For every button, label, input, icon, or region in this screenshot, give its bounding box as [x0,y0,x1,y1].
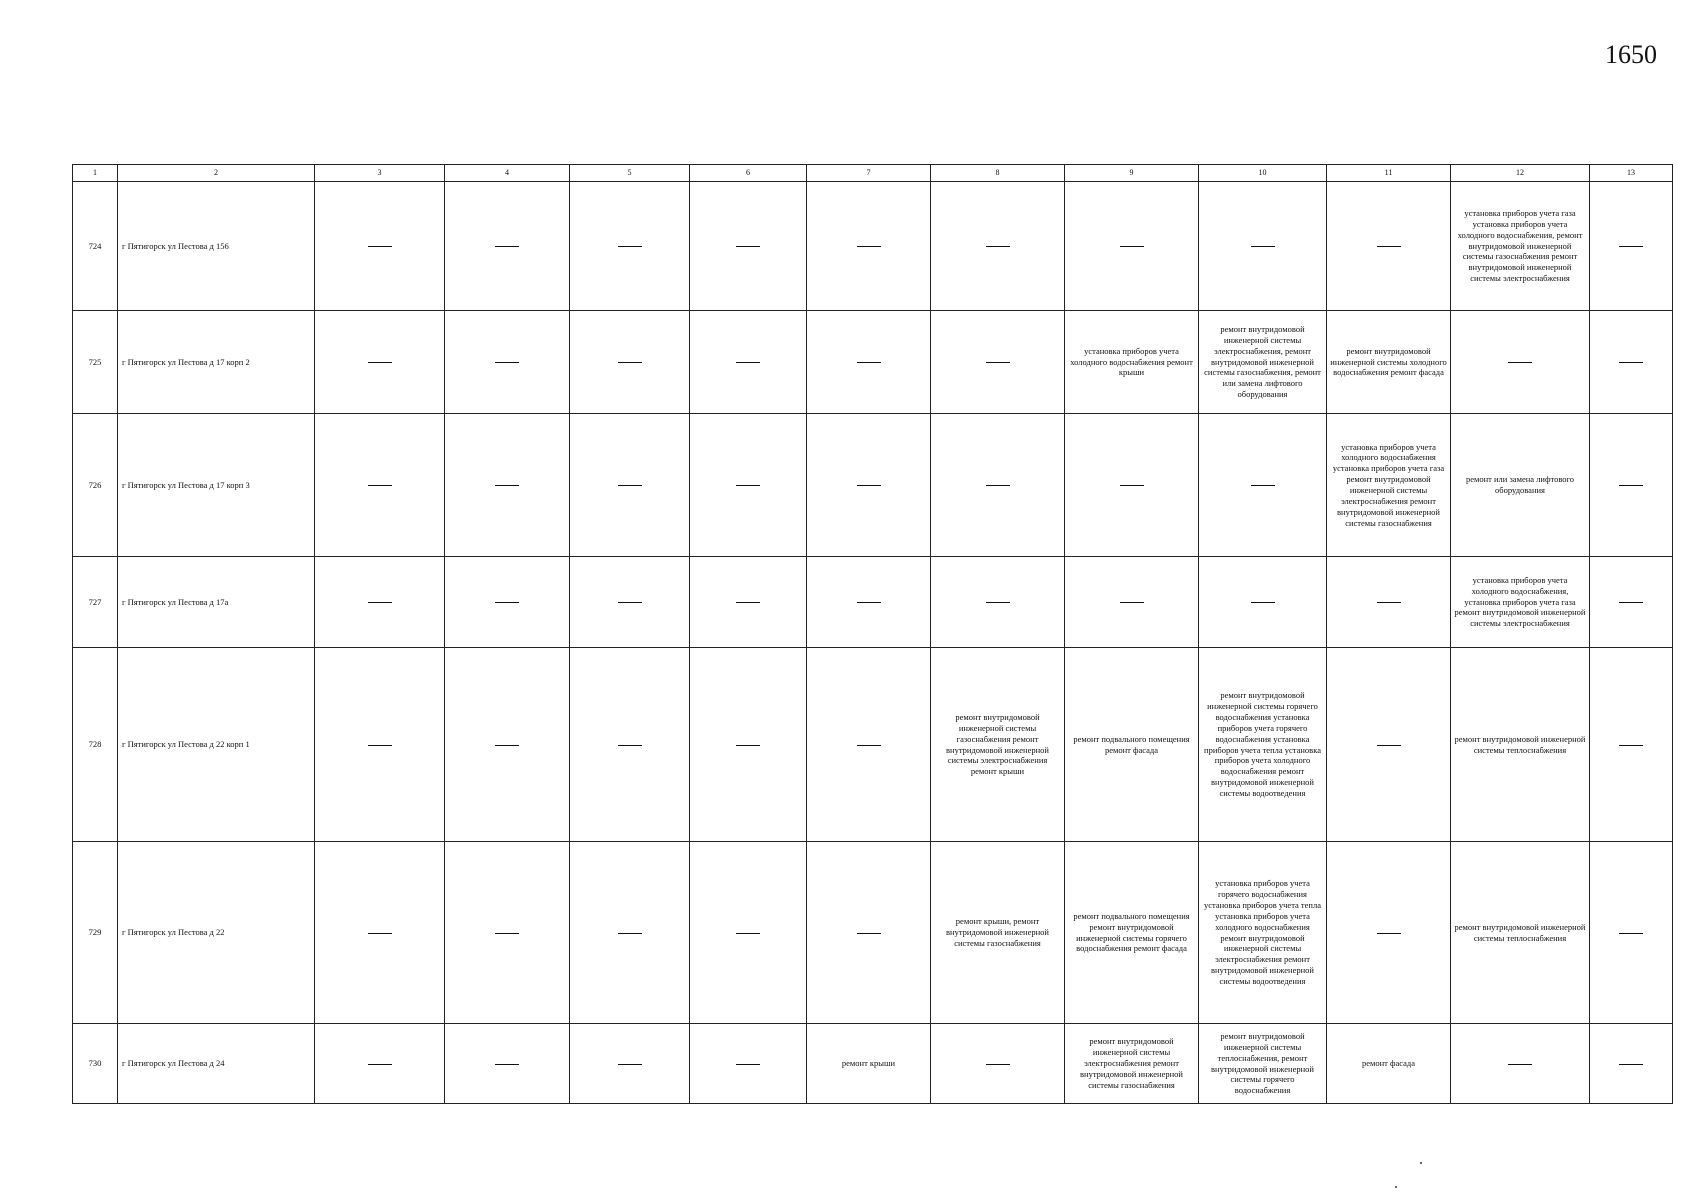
dash-mark [1619,745,1643,746]
row-number: 730 [73,1024,118,1104]
dash-mark [495,246,519,247]
empty-cell [315,557,445,648]
work-description: ремонт внутридомовой инженерной системы теплоснабжения [1451,648,1590,842]
work-description: ремонт внутридомовой инженерной системы горячего водоснабжения установка приборов учета горячего водоснабжения установка приборов учета тепла установка приборов учета холодного водоснабжения ремонт внутридомовой инженерной системы водоотведения [1199,648,1327,842]
empty-cell [807,414,931,557]
work-description: установка приборов учета горячего водоснабжения установка приборов учета тепла установка приборов учета холодного водоснабжения ремонт внутридомовой инженерной системы электроснабжения ремонт внутридомовой инженерной системы водоотведения [1199,842,1327,1024]
work-description: ремонт подвального помещения ремонт фасада [1065,648,1199,842]
dash-mark [368,745,392,746]
empty-cell [1590,414,1673,557]
work-description: установка приборов учета холодного водоснабжения установка приборов учета газа ремонт внутридомовой инженерной системы электроснабжения ремонт внутридомовой инженерной системы газоснабжения [1327,414,1451,557]
dash-mark [1508,1064,1532,1065]
empty-cell [570,557,690,648]
column-header: 8 [931,165,1065,182]
dash-mark [986,362,1010,363]
empty-cell [1065,557,1199,648]
empty-cell [445,182,570,311]
row-number: 726 [73,414,118,557]
dash-mark [1619,1064,1643,1065]
work-description: ремонт внутридомовой инженерной системы газоснабжения ремонт внутридомовой инженерной системы электроснабжения ремонт крыши [931,648,1065,842]
dash-mark [986,602,1010,603]
dash-mark [857,246,881,247]
work-description: ремонт подвального помещения ремонт внутридомовой инженерной системы горячего водоснабжения ремонт фасада [1065,842,1199,1024]
empty-cell [445,648,570,842]
row-address: г Пятигорск ул Пестова д 22 [118,842,315,1024]
column-header: 12 [1451,165,1590,182]
column-header: 13 [1590,165,1673,182]
empty-cell [1590,1024,1673,1104]
dash-mark [618,602,642,603]
empty-cell [315,648,445,842]
dash-mark [368,933,392,934]
dash-mark [495,485,519,486]
row-number: 727 [73,557,118,648]
work-description: ремонт внутридомовой инженерной системы электроснабжения, ремонт внутридомовой инженерной системы газоснабжения, ремонт или замена лифтового оборудования [1199,311,1327,414]
empty-cell [315,182,445,311]
dash-mark [736,602,760,603]
scan-speck [1420,1162,1422,1164]
empty-cell [1327,842,1451,1024]
empty-cell [570,414,690,557]
dash-mark [736,1064,760,1065]
column-header: 6 [690,165,807,182]
empty-cell [445,842,570,1024]
dash-mark [618,246,642,247]
dash-mark [736,246,760,247]
row-address: г Пятигорск ул Пестова д 17 корп 3 [118,414,315,557]
table-row [73,842,1673,1024]
work-description: установка приборов учета холодного водоснабжения, установка приборов учета газа ремонт внутридомовой инженерной системы электроснабжения [1451,557,1590,648]
table-row [73,311,1673,414]
dash-mark [618,745,642,746]
dash-mark [857,933,881,934]
dash-mark [368,485,392,486]
column-header: 5 [570,165,690,182]
empty-cell [1065,182,1199,311]
dash-mark [495,602,519,603]
empty-cell [1590,182,1673,311]
empty-cell [690,414,807,557]
dash-mark [1120,485,1144,486]
header-row [73,165,1673,182]
empty-cell [570,182,690,311]
dash-mark [1377,933,1401,934]
empty-cell [315,414,445,557]
register-table [72,164,1673,1104]
row-number: 728 [73,648,118,842]
dash-mark [495,362,519,363]
dash-mark [1619,602,1643,603]
column-header: 2 [118,165,315,182]
dash-mark [495,1064,519,1065]
dash-mark [736,485,760,486]
row-address: г Пятигорск ул Пестова д 17а [118,557,315,648]
dash-mark [368,246,392,247]
column-header: 1 [73,165,118,182]
work-description: ремонт или замена лифтового оборудования [1451,414,1590,557]
row-number: 729 [73,842,118,1024]
work-description: ремонт внутридомовой инженерной системы теплоснабжения, ремонт внутридомовой инженерной системы горячего водоснабжения [1199,1024,1327,1104]
empty-cell [315,311,445,414]
empty-cell [570,842,690,1024]
empty-cell [931,311,1065,414]
column-header: 7 [807,165,931,182]
row-address: г Пятигорск ул Пестова д 17 корп 2 [118,311,315,414]
table-row [73,557,1673,648]
empty-cell [315,842,445,1024]
dash-mark [495,933,519,934]
empty-cell [931,414,1065,557]
empty-cell [1327,182,1451,311]
empty-cell [445,414,570,557]
dash-mark [618,362,642,363]
row-address: г Пятигорск ул Пестова д 24 [118,1024,315,1104]
work-description: ремонт крыши [807,1024,931,1104]
empty-cell [1327,557,1451,648]
dash-mark [857,745,881,746]
empty-cell [445,1024,570,1104]
row-number: 724 [73,182,118,311]
empty-cell [1451,311,1590,414]
empty-cell [807,648,931,842]
column-header: 9 [1065,165,1199,182]
empty-cell [570,311,690,414]
dash-mark [857,362,881,363]
dash-mark [618,1064,642,1065]
work-description: ремонт внутридомовой инженерной системы электроснабжения ремонт внутридомовой инженерной системы газоснабжения [1065,1024,1199,1104]
scan-speck [1395,1186,1397,1188]
dash-mark [1508,362,1532,363]
table-row [73,1024,1673,1104]
empty-cell [1590,842,1673,1024]
work-description: ремонт фасада [1327,1024,1451,1104]
empty-cell [1199,557,1327,648]
table-row [73,648,1673,842]
empty-cell [690,182,807,311]
empty-cell [931,1024,1065,1104]
dash-mark [368,362,392,363]
empty-cell [570,1024,690,1104]
empty-cell [690,1024,807,1104]
dash-mark [736,933,760,934]
dash-mark [986,1064,1010,1065]
dash-mark [986,485,1010,486]
dash-mark [368,602,392,603]
dash-mark [368,1064,392,1065]
dash-mark [1619,933,1643,934]
dash-mark [1377,246,1401,247]
row-address: г Пятигорск ул Пестова д 22 корп 1 [118,648,315,842]
table-row [73,182,1673,311]
empty-cell [1199,414,1327,557]
table-row [73,414,1673,557]
empty-cell [1327,648,1451,842]
empty-cell [690,311,807,414]
dash-mark [1619,485,1643,486]
column-header: 3 [315,165,445,182]
dash-mark [495,745,519,746]
dash-mark [1251,246,1275,247]
empty-cell [1590,648,1673,842]
work-description: установка приборов учета газа установка приборов учета холодного водоснабжения, ремонт внутридомовой инженерной системы газоснабжения ремонт внутридомовой инженерной системы электроснабжения [1451,182,1590,311]
empty-cell [931,557,1065,648]
dash-mark [736,362,760,363]
empty-cell [1065,414,1199,557]
empty-cell [445,311,570,414]
empty-cell [931,182,1065,311]
work-description: ремонт внутридомовой инженерной системы теплоснабжения [1451,842,1590,1024]
dash-mark [1619,362,1643,363]
work-description: установка приборов учета холодного водоснабжения ремонт крыши [1065,311,1199,414]
dash-mark [1251,485,1275,486]
column-header: 4 [445,165,570,182]
dash-mark [1619,246,1643,247]
empty-cell [1451,1024,1590,1104]
empty-cell [1590,311,1673,414]
column-header: 10 [1199,165,1327,182]
empty-cell [690,557,807,648]
empty-cell [570,648,690,842]
dash-mark [1120,246,1144,247]
work-description: ремонт крыши, ремонт внутридомовой инженерной системы газоснабжения [931,842,1065,1024]
dash-mark [618,485,642,486]
empty-cell [807,842,931,1024]
empty-cell [445,557,570,648]
work-description: ремонт внутридомовой инженерной системы холодного водоснабжения ремонт фасада [1327,311,1451,414]
empty-cell [807,311,931,414]
empty-cell [1199,182,1327,311]
dash-mark [1377,602,1401,603]
row-address: г Пятигорск ул Пестова д 156 [118,182,315,311]
dash-mark [857,602,881,603]
empty-cell [690,648,807,842]
empty-cell [1590,557,1673,648]
column-header: 11 [1327,165,1451,182]
dash-mark [1377,745,1401,746]
dash-mark [1251,602,1275,603]
dash-mark [986,246,1010,247]
dash-mark [736,745,760,746]
dash-mark [1120,602,1144,603]
dash-mark [857,485,881,486]
dash-mark [618,933,642,934]
empty-cell [807,182,931,311]
empty-cell [690,842,807,1024]
row-number: 725 [73,311,118,414]
empty-cell [807,557,931,648]
page-number: 1650 [1605,40,1657,69]
empty-cell [315,1024,445,1104]
